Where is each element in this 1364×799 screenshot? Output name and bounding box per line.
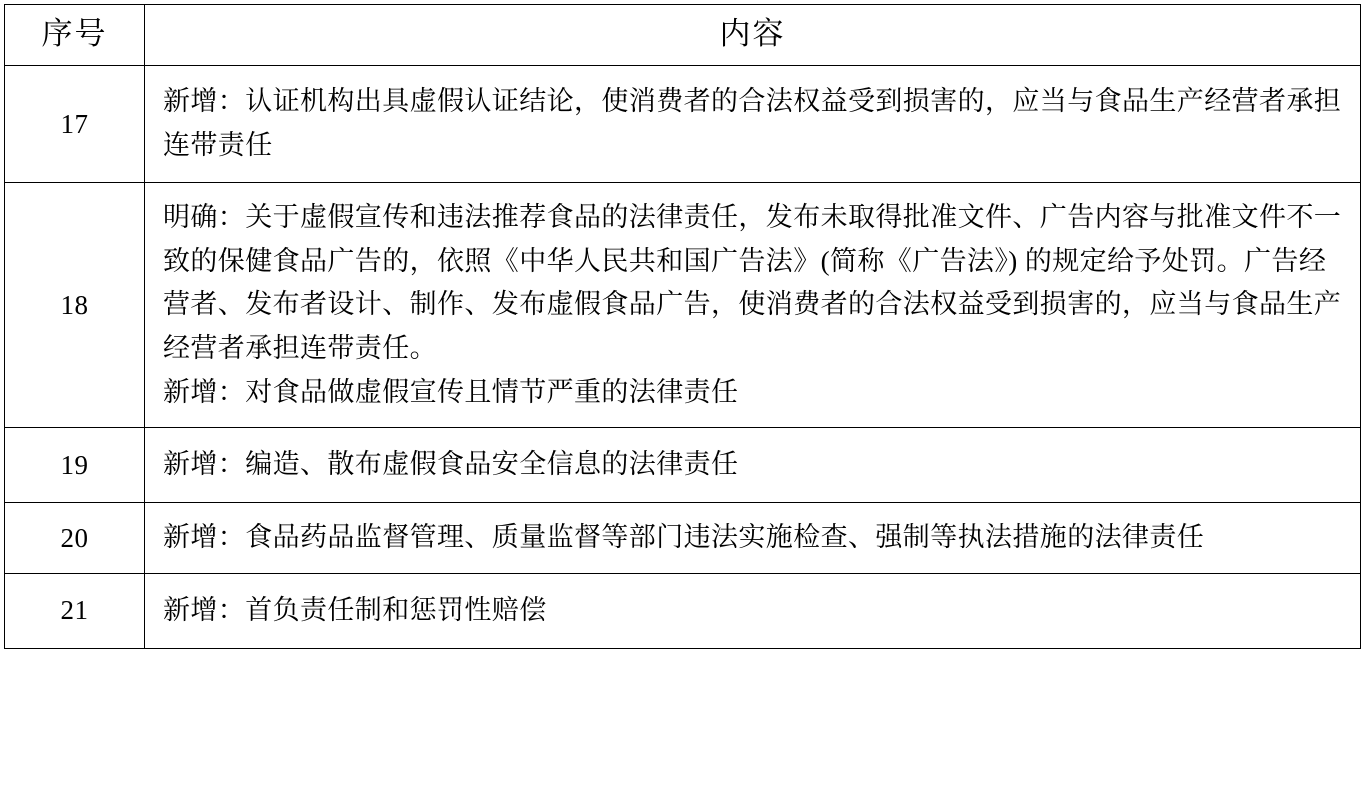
row-number-cell: 17 — [5, 66, 145, 182]
row-number-cell: 18 — [5, 182, 145, 428]
content-paragraph: 新增：认证机构出具虚假认证结论，使消费者的合法权益受到损害的，应当与食品生产经营者承担连带责任 — [163, 86, 1342, 161]
content-paragraph: 新增：对食品做虚假宣传且情节严重的法律责任 — [163, 376, 739, 407]
content-table — [4, 4, 1361, 649]
column-header-content: 内容 — [145, 5, 1361, 66]
document-table-container — [0, 4, 1364, 649]
content-paragraph: 新增：食品药品监督管理、质量监督等部门违法实施检查、强制等执法措施的法律责任 — [163, 522, 1205, 553]
row-content-cell — [145, 66, 1361, 182]
row-content-cell — [145, 182, 1361, 428]
table-header-row — [5, 5, 1361, 66]
row-number-cell: 19 — [5, 428, 145, 503]
row-number-cell: 21 — [5, 573, 145, 648]
row-number-cell: 20 — [5, 503, 145, 574]
content-paragraph: 明确：关于虚假宣传和违法推荐食品的法律责任，发布未取得批准文件、广告内容与批准文件不一致的保健食品广告的，依照《中华人民共和国广告法》(简称《广告法》) 的规定给予处罚。广告经营者、发布者设计、制作、发布虚假食品广告，使消费者的合法权益受到损害的，应当与食品生产经营者承担连带责任。 — [163, 201, 1342, 363]
table-header — [5, 5, 1361, 66]
row-content-cell — [145, 503, 1361, 574]
row-content-cell — [145, 573, 1361, 648]
content-paragraph: 新增：编造、散布虚假食品安全信息的法律责任 — [163, 449, 739, 480]
table-row — [5, 573, 1361, 648]
row-content-cell — [145, 428, 1361, 503]
table-row — [5, 503, 1361, 574]
table-row — [5, 66, 1361, 182]
table-row — [5, 428, 1361, 503]
content-paragraph: 新增：首负责任制和惩罚性赔偿 — [163, 594, 547, 625]
table-body — [5, 66, 1361, 648]
table-row — [5, 182, 1361, 428]
column-header-no: 序号 — [5, 5, 145, 66]
